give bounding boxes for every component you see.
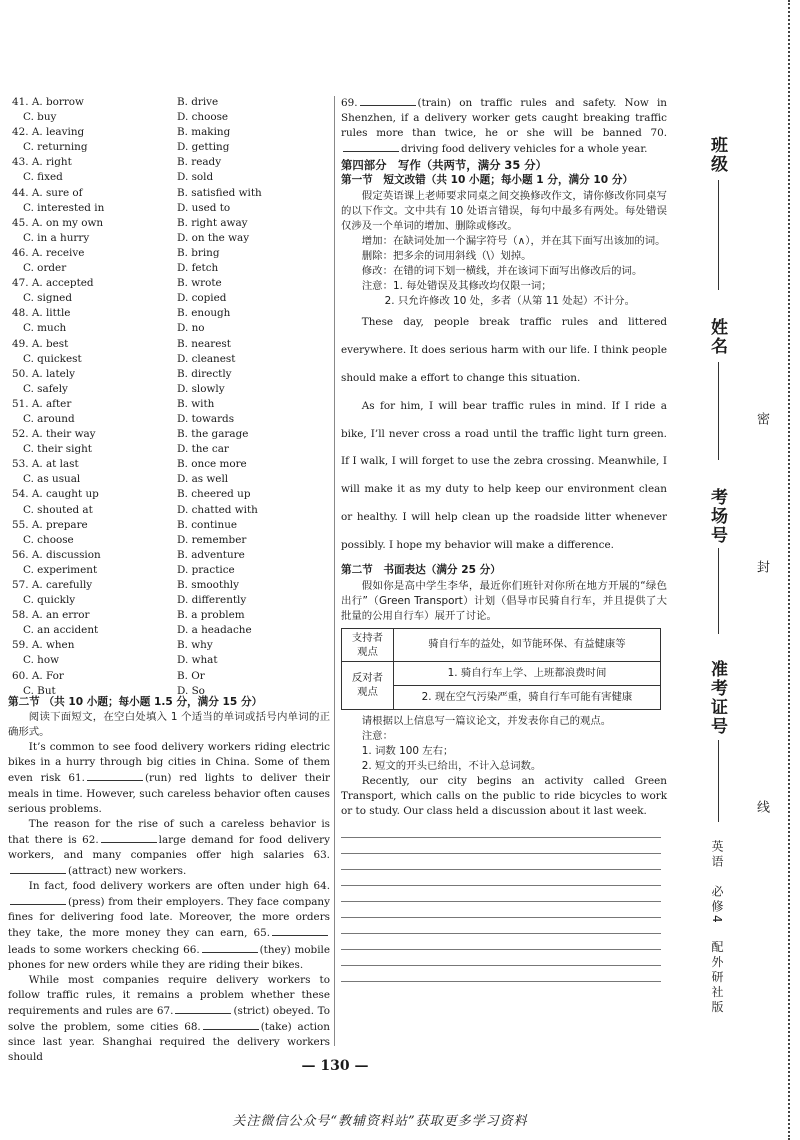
option-row <box>12 291 332 306</box>
option-c[interactable]: C. how <box>23 654 60 667</box>
opinion-table <box>341 628 661 710</box>
note-heading: 注意： <box>361 729 393 742</box>
room-label: 考场号 <box>707 488 727 545</box>
blank-68[interactable] <box>203 1019 259 1030</box>
blank-64[interactable] <box>10 894 66 905</box>
option-d[interactable]: D. getting <box>177 141 230 154</box>
option-row <box>12 276 332 291</box>
writing-line[interactable] <box>341 822 661 838</box>
column-divider <box>334 96 335 1046</box>
option-b[interactable]: B. right away <box>177 216 248 229</box>
option-d[interactable]: D. used to <box>177 201 231 214</box>
option-row <box>12 186 332 201</box>
option-d[interactable]: D. what <box>177 654 218 667</box>
writing-line[interactable] <box>341 934 661 950</box>
options-list <box>12 95 332 699</box>
option-b[interactable]: B. nearest <box>177 337 231 350</box>
seal-mark-xian: 线 <box>754 800 769 813</box>
option-row <box>12 231 332 246</box>
class-label: 班级 <box>707 136 727 174</box>
option-row <box>12 337 332 352</box>
option-d[interactable]: D. the car <box>177 443 229 456</box>
sec1-instruction: 假定英语课上老师要求同桌之间交换修改作文，请你修改你同桌写的以下作文。文中共有 10 处语言错误，每句中最多有两处。每处错误仅涉及一个单词的增加、删除或修改。 <box>341 189 667 232</box>
essay-opening: Recently, our city begins an activity called Green Transport, which calls on the public to ride bicycles to work or to study. Our class held a discussion about it last week. <box>341 775 667 818</box>
option-b[interactable]: B. drive <box>177 96 219 108</box>
option-b[interactable]: B. the garage <box>177 428 249 441</box>
seal-mark-mi: 密 <box>754 412 769 425</box>
option-d[interactable]: D. towards <box>177 412 235 425</box>
option-a[interactable]: 50. A. lately <box>12 367 75 380</box>
name-label: 姓名 <box>707 318 727 356</box>
blank-65[interactable] <box>272 925 328 936</box>
section-2-heading: 第二节 （共 10 小题；每小题 1.5 分，满分 15 分） <box>8 696 263 708</box>
paragraph-continued: 69. (train) on traffic rules and safety. Now in Shenzhen, if a delivery worker gets caught breaking traffic rules more than twice, he or she will be banned 70.driving food delivery vehicles for a whole year. <box>341 97 667 156</box>
option-a[interactable]: 49. A. best <box>12 337 69 350</box>
option-b[interactable]: B. why <box>177 639 213 652</box>
option-c[interactable]: C. around <box>23 412 75 425</box>
option-c[interactable]: C. fixed <box>23 171 63 184</box>
option-c[interactable]: C. signed <box>23 292 72 305</box>
option-b[interactable]: B. making <box>177 126 231 139</box>
option-row <box>12 518 332 533</box>
option-a[interactable]: 45. A. on my own <box>12 216 104 229</box>
option-c[interactable]: C. their sight <box>23 443 92 456</box>
option-row <box>12 321 332 336</box>
option-b[interactable]: B. with <box>177 397 215 410</box>
option-row <box>12 306 332 321</box>
option-d[interactable]: D. fetch <box>177 262 219 275</box>
option-c[interactable]: C. returning <box>23 141 88 154</box>
option-row <box>12 548 332 563</box>
option-b[interactable]: B. wrote <box>177 277 222 290</box>
writing-line[interactable] <box>341 886 661 902</box>
option-a[interactable]: 48. A. little <box>12 307 71 320</box>
option-b[interactable]: B. adventure <box>177 548 245 561</box>
option-row <box>12 367 332 382</box>
option-c[interactable]: C. much <box>23 322 67 335</box>
option-b[interactable]: B. satisfied with <box>177 186 262 199</box>
option-d[interactable]: D. differently <box>177 594 247 607</box>
option-a[interactable]: 41. A. borrow <box>12 96 84 108</box>
subject-label: 英语 必修4 配外研社版 <box>710 840 724 1016</box>
option-row <box>12 487 332 502</box>
option-c[interactable]: C. shouted at <box>23 503 93 516</box>
option-row <box>12 608 332 623</box>
sec2-task: 请根据以上信息写一篇议论文，并发表你自己的观点。 <box>361 714 612 727</box>
option-a[interactable]: 54. A. caught up <box>12 488 99 501</box>
option-c[interactable]: C. an accident <box>23 624 99 637</box>
option-d[interactable]: D. on the way <box>177 231 250 244</box>
sec1-note-2: 2. 只允许修改 10 处，多者（从第 11 处起）不计分。 <box>384 295 635 308</box>
note-1: 1. 词数 100 左右； <box>361 745 454 758</box>
option-a[interactable]: 57. A. carefully <box>12 579 93 591</box>
option-d[interactable]: D. chatted with <box>177 503 258 516</box>
option-d[interactable]: D. sold <box>177 171 214 184</box>
paragraph-4: While most companies require delivery workers to follow traffic rules, it remains a problem whether these requirements and rules are 67. (strict) obeyed. To solve the problem, some cities 68. (take) action since last year. Shanghai required the delivery workers should <box>8 973 330 1064</box>
option-row <box>12 457 332 472</box>
option-d[interactable]: D. choose <box>177 111 229 124</box>
writing-line[interactable] <box>341 966 661 982</box>
option-a[interactable]: 55. A. prepare <box>12 518 88 531</box>
ticket-field-line[interactable] <box>718 740 719 822</box>
option-row <box>12 125 332 140</box>
option-c[interactable]: C. interested in <box>23 201 105 214</box>
blank-67[interactable] <box>175 1003 231 1014</box>
blank-62[interactable] <box>101 832 157 843</box>
option-row <box>12 653 332 668</box>
option-a[interactable]: 53. A. at last <box>12 458 79 471</box>
option-c[interactable]: C. as usual <box>23 473 81 486</box>
option-a[interactable]: 43. A. right <box>12 156 72 169</box>
writing-line[interactable] <box>341 870 661 886</box>
option-row <box>12 246 332 261</box>
opponent-view-2: 2. 现在空气污染严重，骑自行车可能有害健康 <box>394 685 661 709</box>
option-a[interactable]: 47. A. accepted <box>12 277 94 290</box>
page-number: — 130 — <box>301 1058 369 1074</box>
binding-dotted-line <box>788 0 790 1140</box>
option-b[interactable]: B. Or <box>177 669 205 682</box>
option-d[interactable]: D. cleanest <box>177 352 236 365</box>
section-2-cloze <box>8 695 330 1065</box>
opponent-view-1: 1. 骑自行车上学、上班都浪费时间 <box>394 661 661 685</box>
option-row <box>12 412 332 427</box>
option-c[interactable]: C. experiment <box>23 563 98 576</box>
sec1-heading: 第一节 短文改错（共 10 小题；每小题 1 分，满分 10 分） <box>341 174 634 187</box>
part-4-heading: 第四部分 写作（共两节，满分 35 分） <box>341 158 548 173</box>
footer-promo: 关注微信公众号“教辅资料站”获取更多学习资料 <box>232 1114 528 1129</box>
option-row <box>12 669 332 684</box>
class-field-line[interactable] <box>718 180 719 290</box>
blank-63[interactable] <box>10 863 66 874</box>
room-field-line[interactable] <box>718 548 719 634</box>
option-row <box>12 533 332 548</box>
option-row <box>12 593 332 608</box>
right-column <box>341 95 667 982</box>
option-row <box>12 472 332 487</box>
option-row <box>12 397 332 412</box>
writing-line[interactable] <box>341 854 661 870</box>
option-b[interactable]: B. cheered up <box>177 488 251 501</box>
sec2-heading: 第二节 书面表达（满分 25 分） <box>341 564 501 577</box>
option-row <box>12 95 332 110</box>
option-row <box>12 110 332 125</box>
sec1-delete-rule: 删除：把多余的词用斜线（\）划掉。 <box>361 249 532 262</box>
option-row <box>12 578 332 593</box>
option-row <box>12 352 332 367</box>
option-d[interactable]: D. remember <box>177 533 247 546</box>
option-row <box>12 201 332 216</box>
option-c[interactable]: C. quickly <box>23 594 76 607</box>
option-a[interactable]: 58. A. an error <box>12 609 90 622</box>
option-c[interactable]: C. But <box>23 684 56 697</box>
sec1-add-rule: 增加：在缺词处加一个漏字符号（∧），并在其下面写出该加的词。 <box>361 234 666 247</box>
option-row <box>12 442 332 457</box>
option-c[interactable]: C. choose <box>23 533 74 546</box>
option-row <box>12 216 332 231</box>
option-row <box>12 261 332 276</box>
option-a[interactable]: 44. A. sure of <box>12 186 83 199</box>
writing-lines[interactable] <box>341 822 667 982</box>
option-a[interactable]: 42. A. leaving <box>12 126 85 139</box>
seal-mark-feng: 封 <box>754 560 769 573</box>
writing-line[interactable] <box>341 838 661 854</box>
option-c[interactable]: C. order <box>23 262 67 275</box>
paragraph-2: The reason for the rise of such a careless behavior is that there is 62. large demand for food delivery workers, and many companies offer high salaries 63.(attract) new workers. <box>8 817 330 878</box>
writing-line[interactable] <box>341 918 661 934</box>
sec1-modify-rule: 修改：在错的词下划一横线，并在该词下面写出修改后的词。 <box>361 265 643 278</box>
option-d[interactable]: D. as well <box>177 473 229 486</box>
option-row <box>12 382 332 397</box>
option-row <box>12 503 332 518</box>
option-row <box>12 155 332 170</box>
option-c[interactable]: C. safely <box>23 382 68 395</box>
name-field-line[interactable] <box>718 362 719 460</box>
option-b[interactable]: B. bring <box>177 246 220 259</box>
sec1-note-1: 注意：1. 每处错误及其修改均仅限一词； <box>361 280 552 293</box>
option-b[interactable]: B. enough <box>177 307 231 320</box>
writing-line[interactable] <box>341 950 661 966</box>
option-a[interactable]: 56. A. discussion <box>12 548 101 561</box>
section-2-instruction: 阅读下面短文，在空白处填入 1 个适当的单词或括号内单词的正确形式。 <box>8 711 330 739</box>
option-d[interactable]: D. no <box>177 322 205 335</box>
blank-69[interactable] <box>360 95 416 106</box>
opponent-label: 反对者观点 <box>342 661 394 709</box>
paragraph-1: It’s common to see food delivery workers riding electric bikes in a hurry through big cities in China. Some of them even risk 61. (run) red lights to deliver their meals in time. However, such careless behavior often causes serious problems. <box>8 741 330 815</box>
option-a[interactable]: 51. A. after <box>12 397 72 410</box>
paragraph-3: In fact, food delivery workers are often under high 64.(press) from their employers. They face company fines for delivering food late. Moreover, the more orders they take, the more money they can earn, 65.leads to some workers checking 66. (they) mobile phones for new orders while they are riding their bikes. <box>8 880 330 971</box>
writing-line[interactable] <box>341 902 661 918</box>
option-row <box>12 638 332 653</box>
option-row <box>12 427 332 442</box>
sec2-prompt: 假如你是高中学生李华，最近你们班针对你所在地方开展的“绿色出行”（Green Transport）计划（倡导市民骑自行车，并且提供了大批量的公用自行车）展开了讨论。 <box>341 579 667 622</box>
option-c[interactable]: C. buy <box>23 111 57 124</box>
option-d[interactable]: D. a headache <box>177 624 252 637</box>
essay-paragraph-2[interactable]: As for him, I will bear traffic rules in mind. If I ride a bike, I’ll never cross a road until the traffic light turn green. If I walk, I will forget to use the zebra crossing. Meanwhile, I will make it as my duty to help keep our environment clean or healthy. I will help clean up the roadside litter whenever possibly. I hope my behavior will make a difference. <box>341 399 667 551</box>
option-row <box>12 170 332 185</box>
blank-66[interactable] <box>202 942 258 953</box>
essay-to-correct <box>341 309 667 559</box>
option-a[interactable]: 52. A. their way <box>12 428 96 441</box>
supporter-label: 支持者观点 <box>342 628 394 661</box>
option-a[interactable]: 46. A. receive <box>12 246 85 259</box>
option-row <box>12 623 332 638</box>
blank-70[interactable] <box>343 141 399 152</box>
supporter-view: 骑自行车的益处，如节能环保、有益健康等 <box>394 628 661 661</box>
option-a[interactable]: 59. A. when <box>12 639 75 652</box>
option-d[interactable]: D. slowly <box>177 382 225 395</box>
essay-paragraph-1[interactable]: These day, people break traffic rules and littered everywhere. It does serious harm with our life. I think people should make a effort to change this situation. <box>341 316 667 384</box>
option-row <box>12 563 332 578</box>
option-c[interactable]: C. in a hurry <box>23 231 90 244</box>
blank-61[interactable] <box>87 770 143 781</box>
note-2: 2. 短文的开头已给出，不计入总词数。 <box>361 760 542 773</box>
option-row <box>12 140 332 155</box>
option-b[interactable]: B. ready <box>177 156 222 169</box>
option-b[interactable]: B. continue <box>177 518 238 531</box>
option-d[interactable]: D. copied <box>177 292 227 305</box>
ticket-label: 准考证号 <box>707 660 727 736</box>
option-d[interactable]: D. practice <box>177 563 235 576</box>
option-b[interactable]: B. directly <box>177 367 232 380</box>
option-c[interactable]: C. quickest <box>23 352 82 365</box>
option-b[interactable]: B. once more <box>177 458 247 471</box>
option-b[interactable]: B. smoothly <box>177 579 239 591</box>
option-d[interactable]: D. So <box>177 684 205 697</box>
option-a[interactable]: 60. A. For <box>12 669 64 682</box>
option-b[interactable]: B. a problem <box>177 609 245 622</box>
